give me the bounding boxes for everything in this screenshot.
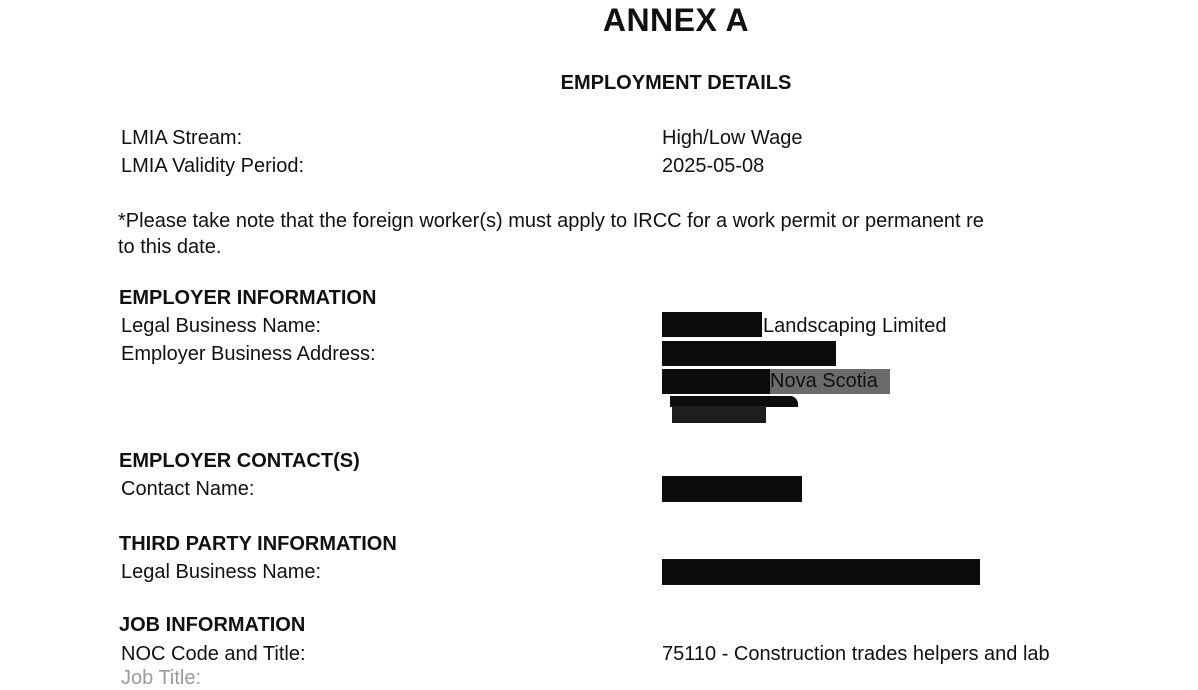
redaction-block — [662, 476, 802, 502]
lmia-validity-value: 2025-05-08 — [662, 155, 765, 177]
contact-name-label: Contact Name: — [121, 478, 255, 500]
lmia-stream-label: LMIA Stream: — [121, 127, 243, 149]
redaction-block — [662, 559, 980, 585]
job-title-label: Job Title: — [121, 667, 202, 689]
lmia-validity-label: LMIA Validity Period: — [121, 155, 305, 177]
employer-legal-name-label: Legal Business Name: — [121, 315, 322, 337]
redaction-block — [662, 369, 770, 394]
noc-label: NOC Code and Title: — [121, 643, 306, 665]
employer-contact-heading: EMPLOYER CONTACT(S) — [119, 450, 360, 472]
ircc-note-line-2: to this date. — [118, 236, 222, 258]
employer-legal-name-value: Landscaping Limited — [763, 315, 947, 337]
third-party-heading: THIRD PARTY INFORMATION — [119, 533, 397, 555]
job-information-heading: JOB INFORMATION — [119, 614, 306, 636]
redaction-block — [662, 312, 762, 337]
document-title: ANNEX A — [602, 2, 750, 38]
employer-information-heading: EMPLOYER INFORMATION — [119, 287, 377, 309]
ircc-note-line-1: *Please take note that the foreign worker(s) must apply to IRCC for a work permit or permanent re — [118, 210, 984, 232]
redaction-block — [662, 341, 836, 366]
redaction-block — [672, 406, 766, 423]
lmia-stream-value: High/Low Wage — [662, 127, 803, 149]
ircc-note — [118, 208, 1078, 260]
noc-value: 75110 - Construction trades helpers and lab — [662, 643, 1050, 665]
employer-address-label: Employer Business Address: — [121, 343, 376, 365]
document-subtitle: EMPLOYMENT DETAILS — [560, 72, 792, 94]
employer-address-province: Nova Scotia — [770, 370, 878, 392]
third-party-legal-name-label: Legal Business Name: — [121, 561, 322, 583]
